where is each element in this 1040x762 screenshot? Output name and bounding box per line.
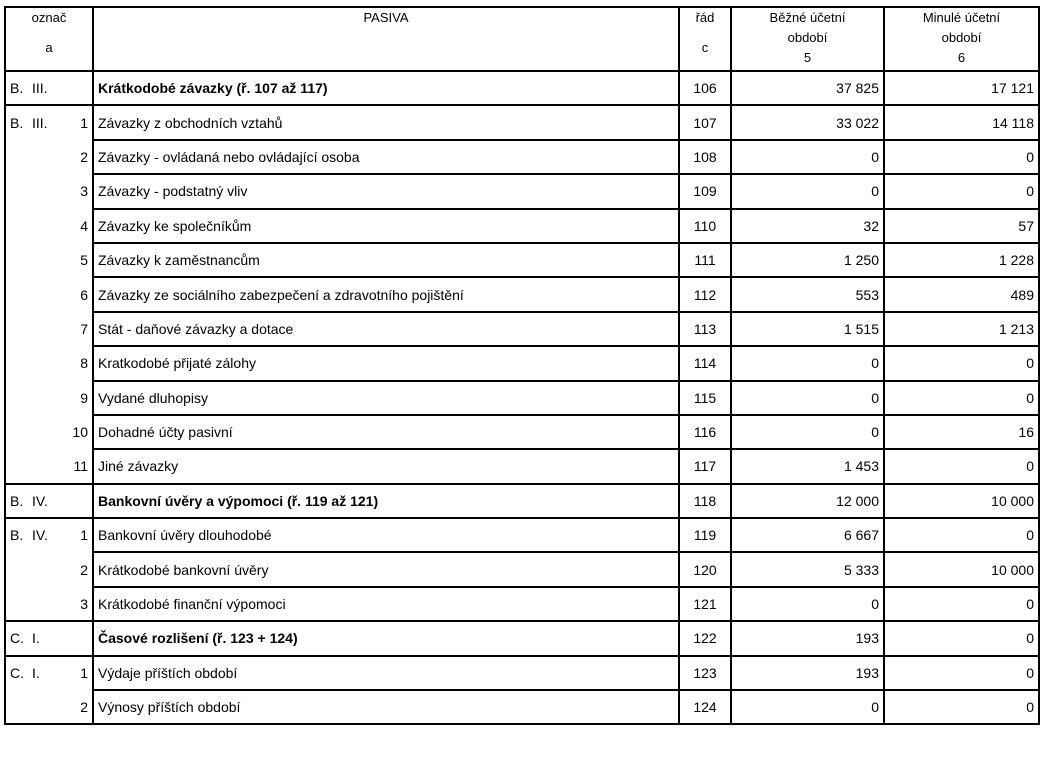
header-bezne [731, 7, 884, 71]
header-bezne-line1: Běžné účetní [769, 10, 846, 25]
row-oznaceni [5, 174, 93, 208]
row-label: Závazky z obchodních vztahů [93, 105, 679, 139]
pasiva-table [4, 6, 1040, 725]
row-oznaceni [5, 415, 93, 449]
table-row [5, 552, 1039, 586]
row-label: Závazky - podstatný vliv [93, 174, 679, 208]
row-bezne: 37 825 [731, 71, 884, 105]
row-bezne: 0 [731, 140, 884, 174]
header-rad-label: řád [695, 10, 715, 25]
row-label: Kratkodobé přijaté zálohy [93, 346, 679, 380]
table-row [5, 243, 1039, 277]
row-oznaceni [5, 381, 93, 415]
header-minule [884, 7, 1039, 71]
row-bezne: 0 [731, 587, 884, 621]
table-row [5, 209, 1039, 243]
row-rad: 120 [679, 552, 731, 586]
header-rad-sub: c [701, 40, 709, 55]
row-oznaceni-number: 1 [80, 114, 88, 131]
row-oznaceni [5, 621, 93, 655]
row-oznaceni-roman: I. [32, 664, 40, 681]
row-bezne: 0 [731, 174, 884, 208]
row-bezne: 193 [731, 621, 884, 655]
row-label: Stát - daňové závazky a dotace [93, 312, 679, 346]
row-rad: 111 [679, 243, 731, 277]
row-oznaceni-number: 4 [80, 217, 88, 234]
table-row [5, 277, 1039, 311]
table-row [5, 381, 1039, 415]
table-row [5, 140, 1039, 174]
table-row [5, 312, 1039, 346]
row-rad: 121 [679, 587, 731, 621]
header-pasiva: PASIVA [93, 7, 679, 71]
header-row [5, 7, 1039, 71]
row-oznaceni-letter: B. [10, 114, 24, 131]
row-minule: 1 213 [884, 312, 1039, 346]
row-rad: 112 [679, 277, 731, 311]
row-oznaceni-number: 1 [80, 527, 88, 544]
row-bezne: 1 453 [731, 449, 884, 483]
row-minule: 1 228 [884, 243, 1039, 277]
table-row [5, 587, 1039, 621]
row-oznaceni-letter: B. [10, 492, 24, 509]
table-row [5, 415, 1039, 449]
row-label: Bankovní úvěry a výpomoci (ř. 119 až 121) [93, 484, 679, 518]
row-oznaceni [5, 105, 93, 139]
row-minule: 10 000 [884, 484, 1039, 518]
row-label: Časové rozlišení (ř. 123 + 124) [93, 621, 679, 655]
row-minule: 0 [884, 174, 1039, 208]
row-rad: 106 [679, 71, 731, 105]
row-minule: 0 [884, 346, 1039, 380]
row-oznaceni-roman: III. [32, 114, 48, 131]
row-label: Vydané dluhopisy [93, 381, 679, 415]
row-rad: 114 [679, 346, 731, 380]
table-row [5, 346, 1039, 380]
row-oznaceni-roman: I. [32, 630, 40, 647]
row-minule: 489 [884, 277, 1039, 311]
row-oznaceni [5, 518, 93, 552]
row-oznaceni [5, 484, 93, 518]
table-row [5, 621, 1039, 655]
row-bezne: 1 515 [731, 312, 884, 346]
table-row [5, 656, 1039, 690]
row-oznaceni-letter: C. [10, 664, 24, 681]
table-row [5, 105, 1039, 139]
row-oznaceni [5, 690, 93, 724]
row-oznaceni [5, 587, 93, 621]
row-label: Krátkodobé závazky (ř. 107 až 117) [93, 71, 679, 105]
row-bezne: 0 [731, 690, 884, 724]
row-minule: 17 121 [884, 71, 1039, 105]
row-bezne: 1 250 [731, 243, 884, 277]
header-oznac-label: označ [31, 10, 67, 25]
row-label: Závazky k zaměstnancům [93, 243, 679, 277]
row-bezne: 0 [731, 346, 884, 380]
header-rad [679, 7, 731, 71]
row-oznaceni-number: 3 [80, 596, 88, 613]
header-minule-line2: období [941, 30, 982, 45]
row-rad: 108 [679, 140, 731, 174]
header-minule-num: 6 [957, 50, 966, 65]
row-oznaceni [5, 312, 93, 346]
row-minule: 0 [884, 621, 1039, 655]
row-minule: 10 000 [884, 552, 1039, 586]
row-oznaceni-letter: B. [10, 527, 24, 544]
row-oznaceni-number: 2 [80, 148, 88, 165]
row-rad: 115 [679, 381, 731, 415]
row-rad: 110 [679, 209, 731, 243]
row-oznaceni [5, 277, 93, 311]
row-oznaceni-number: 10 [72, 424, 88, 441]
row-oznaceni [5, 656, 93, 690]
row-oznaceni [5, 71, 93, 105]
row-rad: 118 [679, 484, 731, 518]
table-row [5, 484, 1039, 518]
row-rad: 116 [679, 415, 731, 449]
row-minule: 57 [884, 209, 1039, 243]
header-bezne-line2: období [787, 30, 828, 45]
table-row [5, 174, 1039, 208]
row-bezne: 32 [731, 209, 884, 243]
row-rad: 122 [679, 621, 731, 655]
row-minule: 0 [884, 140, 1039, 174]
row-oznaceni-letter: B. [10, 80, 24, 97]
row-bezne: 193 [731, 656, 884, 690]
row-rad: 113 [679, 312, 731, 346]
row-minule: 14 118 [884, 105, 1039, 139]
row-label: Jiné závazky [93, 449, 679, 483]
row-oznaceni-number: 2 [80, 699, 88, 716]
row-rad: 107 [679, 105, 731, 139]
row-rad: 123 [679, 656, 731, 690]
row-label: Závazky ke společníkům [93, 209, 679, 243]
row-oznaceni-roman: IV. [32, 492, 48, 509]
row-oznaceni [5, 449, 93, 483]
header-minule-line1: Minulé účetní [922, 10, 1001, 25]
row-label: Závazky ze sociálního zabezpečení a zdravotního pojištění [93, 277, 679, 311]
row-oznaceni-number: 11 [73, 458, 88, 475]
row-bezne: 12 000 [731, 484, 884, 518]
row-label: Bankovní úvěry dlouhodobé [93, 518, 679, 552]
row-minule: 0 [884, 381, 1039, 415]
row-bezne: 5 333 [731, 552, 884, 586]
row-oznaceni-number: 9 [80, 389, 88, 406]
row-oznaceni-number: 8 [80, 355, 88, 372]
row-oznaceni [5, 140, 93, 174]
table-row [5, 690, 1039, 724]
row-minule: 0 [884, 449, 1039, 483]
row-bezne: 0 [731, 381, 884, 415]
row-oznaceni-number: 2 [80, 561, 88, 578]
row-bezne: 33 022 [731, 105, 884, 139]
header-bezne-num: 5 [803, 50, 812, 65]
row-oznaceni-roman: IV. [32, 527, 48, 544]
row-rad: 109 [679, 174, 731, 208]
row-label: Krátkodobé finanční výpomoci [93, 587, 679, 621]
row-oznaceni-roman: III. [32, 80, 48, 97]
row-oznaceni-number: 5 [80, 252, 88, 269]
row-minule: 0 [884, 690, 1039, 724]
table-body [5, 71, 1039, 724]
table-row [5, 449, 1039, 483]
row-bezne: 6 667 [731, 518, 884, 552]
row-rad: 119 [679, 518, 731, 552]
row-rad: 117 [679, 449, 731, 483]
row-label: Závazky - ovládaná nebo ovládající osoba [93, 140, 679, 174]
row-minule: 16 [884, 415, 1039, 449]
row-minule: 0 [884, 656, 1039, 690]
row-oznaceni-number: 1 [80, 664, 88, 681]
header-oznac-sub: a [45, 40, 53, 55]
header-oznac [5, 7, 93, 71]
row-label: Dohadné účty pasivní [93, 415, 679, 449]
row-oznaceni-number: 3 [80, 183, 88, 200]
table-row [5, 71, 1039, 105]
row-label: Výnosy příštích období [93, 690, 679, 724]
row-oznaceni [5, 346, 93, 380]
row-oznaceni [5, 243, 93, 277]
row-oznaceni [5, 552, 93, 586]
row-minule: 0 [884, 587, 1039, 621]
row-bezne: 553 [731, 277, 884, 311]
row-label: Krátkodobé bankovní úvěry [93, 552, 679, 586]
table-row [5, 518, 1039, 552]
row-label: Výdaje příštích období [93, 656, 679, 690]
row-oznaceni-letter: C. [10, 630, 24, 647]
row-oznaceni-number: 7 [80, 320, 88, 337]
row-oznaceni [5, 209, 93, 243]
row-bezne: 0 [731, 415, 884, 449]
row-rad: 124 [679, 690, 731, 724]
row-minule: 0 [884, 518, 1039, 552]
row-oznaceni-number: 6 [80, 286, 88, 303]
